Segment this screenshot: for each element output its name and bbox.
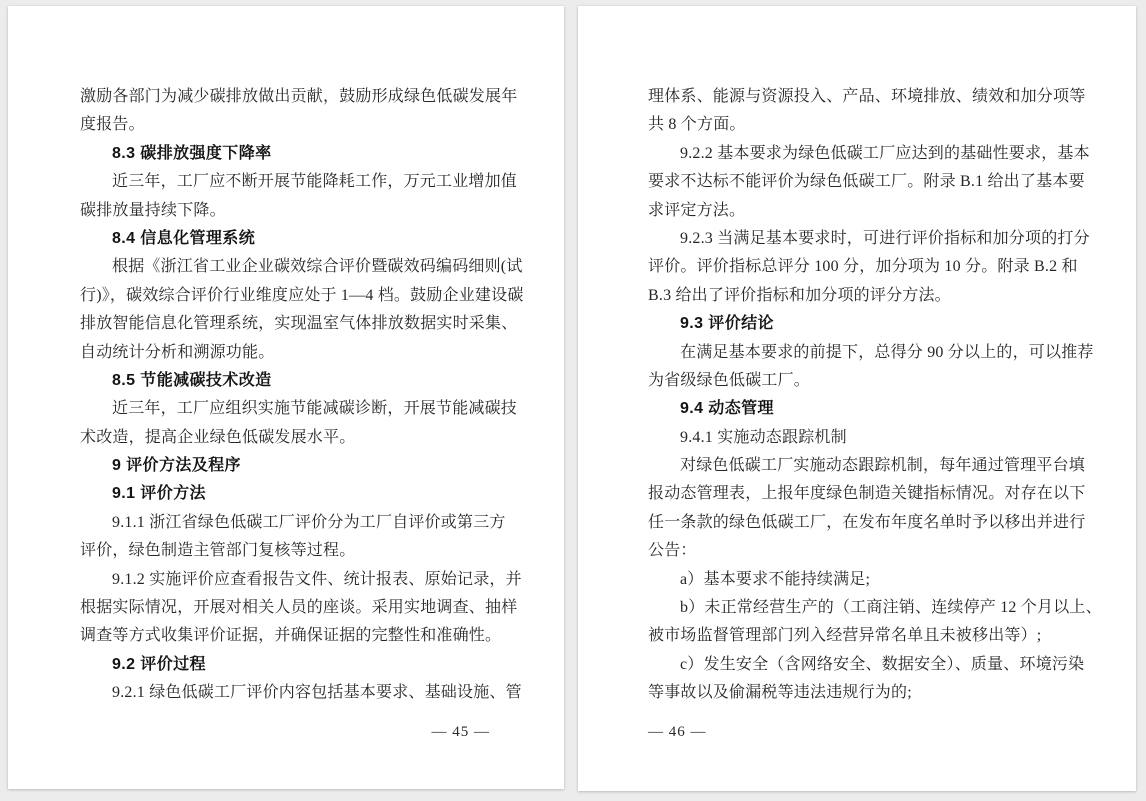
text-line: B.3 给出了评价指标和加分项的评分方法。 <box>648 286 951 304</box>
text-line: 求评定方法。 <box>648 201 746 219</box>
text-line: 术改造，提高企业绿色低碳发展水平。 <box>80 428 356 446</box>
section-heading: 9.3 评价结论 <box>680 315 774 333</box>
text-line: 激励各部门为减少碳排放做出贡献，鼓励形成绿色低碳发展年 <box>80 88 518 105</box>
text-line: 9.2.3 当满足基本要求时，可进行评价指标和加分项的打分 <box>680 229 1090 247</box>
section-heading: 8.3 碳排放强度下降率 <box>112 144 272 162</box>
text-line: 等事故以及偷漏税等违法违规行为的; <box>648 684 912 702</box>
section-heading: 9 评价方法及程序 <box>112 457 241 475</box>
section-heading: 9.2 评价过程 <box>112 655 206 673</box>
text-line: 9.1.2 实施评价应查看报告文件、统计报表、原始记录，并 <box>112 570 522 588</box>
text-line: 行)》，碳效综合评价行业维度应处于 1—4 档。鼓励企业建设碳 <box>80 286 524 304</box>
text-line: 为省级绿色低碳工厂。 <box>648 371 811 389</box>
page-46-number: — 46 — <box>648 724 707 740</box>
text-line: 共 8 个方面。 <box>648 116 746 134</box>
text-line: 评价，绿色制造主管部门复核等过程。 <box>80 542 356 560</box>
text-line: 被市场监督管理部门列入经营异常名单且未被移出等）; <box>648 627 1042 645</box>
text-line: 理体系、能源与资源投入、产品、环境排放、绩效和加分项等 <box>648 88 1086 105</box>
text-line: 近三年，工厂应不断开展节能降耗工作，万元工业增加值 <box>112 173 518 191</box>
text-line: 在满足基本要求的前提下，总得分 90 分以上的，可以推荐 <box>680 343 1094 361</box>
section-heading: 9.1 评价方法 <box>112 485 206 503</box>
page-46 <box>578 6 1136 791</box>
text-line: 调查等方式收集评价证据，并确保证据的完整性和准确性。 <box>80 627 502 645</box>
text-line: 度报告。 <box>80 116 145 134</box>
text-line: 碳排放量持续下降。 <box>80 201 226 219</box>
section-heading: 8.5 节能减碳技术改造 <box>112 371 272 389</box>
text-line: 对绿色低碳工厂实施动态跟踪机制，每年通过管理平台填 <box>680 457 1086 475</box>
section-heading: 8.4 信息化管理系统 <box>112 229 256 247</box>
text-line: 9.2.1 绿色低碳工厂评价内容包括基本要求、基础设施、管 <box>112 684 522 702</box>
text-line: a）基本要求不能持续满足; <box>680 570 871 588</box>
text-line: 自动统计分析和溯源功能。 <box>80 343 275 361</box>
text-line: 报动态管理表，上报年度绿色制造关键指标情况。对存在以下 <box>648 485 1086 503</box>
page-46-content <box>648 83 1102 708</box>
page-45-number: — 45 — <box>431 724 490 740</box>
page-45 <box>8 6 564 789</box>
text-line: 公告： <box>648 542 697 560</box>
text-line: 排放智能信息化管理系统，实现温室气体排放数据实时采集、 <box>80 315 518 333</box>
text-line: 评价。评价指标总评分 100 分，加分项为 10 分。附录 B.2 和 <box>648 258 1078 276</box>
page-45-content <box>80 83 524 708</box>
section-heading: 9.4 动态管理 <box>680 400 774 418</box>
text-line: 任一条款的绿色低碳工厂，在发布年度名单时予以移出并进行 <box>648 513 1086 531</box>
text-line: c）发生安全（含网络安全、数据安全）、质量、环境污染 <box>680 655 1085 673</box>
text-line: 近三年，工厂应组织实施节能减碳诊断，开展节能减碳技 <box>112 400 518 418</box>
text-line: b）未正常经营生产的（工商注销、连续停产 12 个月以上、 <box>680 599 1102 617</box>
text-line: 9.2.2 基本要求为绿色低碳工厂应达到的基础性要求，基本 <box>680 144 1090 162</box>
text-line: 9.4.1 实施动态跟踪机制 <box>680 428 847 446</box>
text-line: 根据《浙江省工业企业碳效综合评价暨碳效码编码细则(试 <box>112 258 523 276</box>
text-line: 根据实际情况，开展对相关人员的座谈。采用实地调查、抽样 <box>80 599 518 617</box>
text-line: 要求不达标不能评价为绿色低碳工厂。附录 B.1 给出了基本要 <box>648 173 1085 191</box>
text-line: 9.1.1 浙江省绿色低碳工厂评价分为工厂自评价或第三方 <box>112 513 506 531</box>
